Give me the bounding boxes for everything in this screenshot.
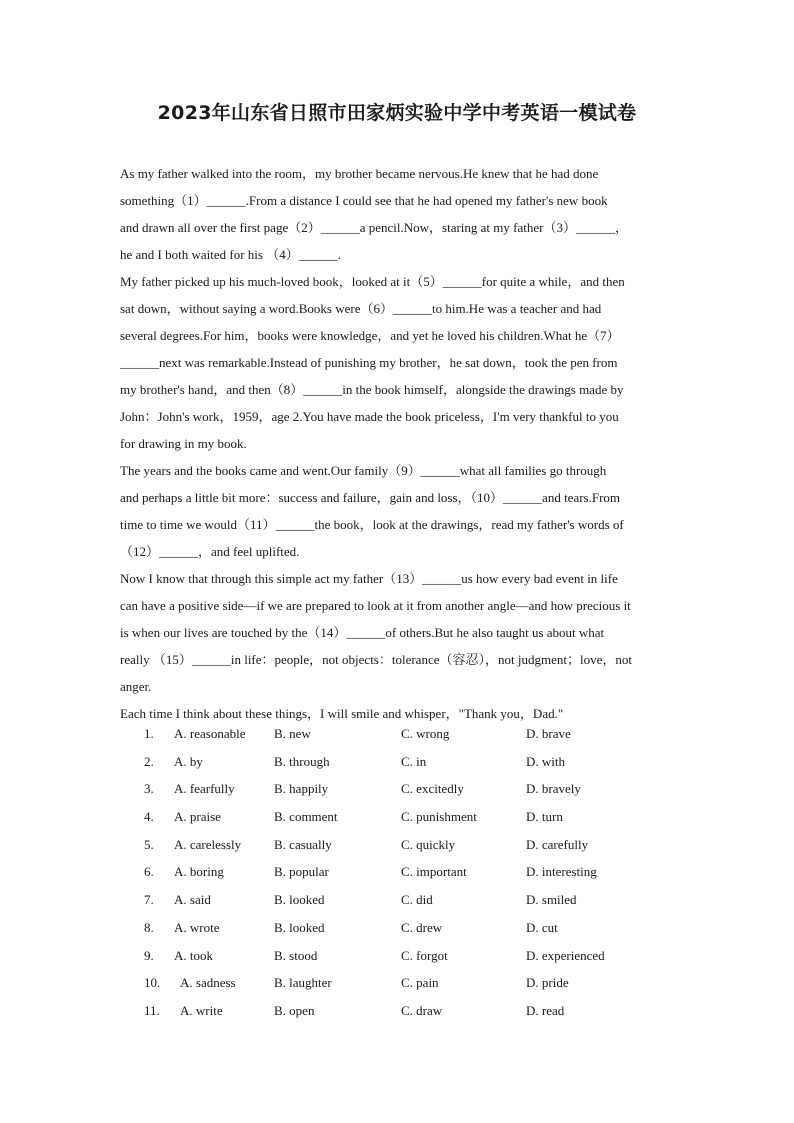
question-number: 11. <box>144 1002 160 1018</box>
option-c: C. drew <box>401 919 443 935</box>
option-b: B. through <box>274 753 330 769</box>
option-d: D. read <box>526 1002 565 1018</box>
option-a: A. by <box>174 753 203 769</box>
passage-line: something（1）______.From a distance I could see that he had opened my father's new book <box>120 193 608 208</box>
option-a: A. sadness <box>180 975 236 991</box>
passage-line: anger. <box>120 679 152 694</box>
option-b: B. stood <box>274 947 318 963</box>
option-d: D. brave <box>526 726 571 741</box>
question-number: 3. <box>144 781 154 797</box>
answer-options <box>120 726 680 1031</box>
question-number: 4. <box>144 809 154 825</box>
option-c: C. wrong <box>401 726 450 741</box>
question-number: 1. <box>144 726 154 741</box>
option-c: C. excitedly <box>401 781 464 797</box>
passage-line: several degrees.For him，books were knowledge，and yet he loved his children.What he（7） <box>120 328 620 343</box>
option-c: C. pain <box>401 975 439 991</box>
question-row <box>120 892 680 920</box>
option-a: A. boring <box>174 864 224 880</box>
question-row <box>120 1003 680 1031</box>
question-row <box>120 920 680 948</box>
question-row <box>120 837 680 865</box>
option-d: D. with <box>526 753 565 769</box>
option-b: B. new <box>274 726 311 741</box>
question-row <box>120 726 680 754</box>
option-a: A. took <box>174 947 213 963</box>
option-c: C. important <box>401 864 467 880</box>
option-b: B. happily <box>274 781 329 797</box>
question-row <box>120 864 680 892</box>
passage-line: really （15）______in life：people，not objects：tolerance（容忍），not judgment；love，not <box>120 652 632 667</box>
option-d: D. smiled <box>526 892 577 908</box>
question-row <box>120 809 680 837</box>
passage-line: （12）______，and feel uplifted. <box>120 544 300 559</box>
option-d: D. cut <box>526 919 558 935</box>
question-number: 2. <box>144 753 154 769</box>
passage-line: My father picked up his much-loved book，looked at it（5）______for quite a while，and then <box>120 274 625 289</box>
passage-line: can have a positive side—if we are prepared to look at it from another angle—and how precious it <box>120 598 631 613</box>
option-d: D. carefully <box>526 836 589 852</box>
option-c: C. forgot <box>401 947 448 963</box>
option-a: A. write <box>180 1002 223 1018</box>
question-number: 7. <box>144 892 154 908</box>
page-title: 2023年山东省日照市田家炳实验中学中考英语一模试卷 <box>157 102 637 124</box>
option-d: D. pride <box>526 975 569 991</box>
option-c: C. punishment <box>401 809 477 825</box>
passage-line: and perhaps a little bit more：success and failure，gain and loss，（10）______and tears.From <box>120 490 621 505</box>
passage-line: The years and the books came and went.Our family（9）______what all families go through <box>120 463 607 478</box>
option-d: D. interesting <box>526 864 597 880</box>
question-number: 6. <box>144 864 154 880</box>
question-number: 9. <box>144 947 154 963</box>
option-b: B. laughter <box>274 975 332 991</box>
option-b: B. open <box>274 1002 315 1018</box>
passage-line: ______next was remarkable.Instead of punishing my brother，he sat down，took the pen from <box>120 355 618 370</box>
option-d: D. turn <box>526 809 563 825</box>
passage-line: time to time we would（11）______the book，look at the drawings，read my father's words of <box>120 517 624 532</box>
option-b: B. comment <box>274 809 338 825</box>
option-c: C. did <box>401 892 433 908</box>
option-a: A. praise <box>174 809 221 825</box>
question-row <box>120 754 680 782</box>
passage-line: Now I know that through this simple act my father（13）______us how every bad event in life <box>120 571 618 586</box>
question-row <box>120 975 680 1003</box>
option-b: B. looked <box>274 892 325 908</box>
option-a: A. fearfully <box>174 781 235 797</box>
option-b: B. casually <box>274 836 332 852</box>
option-a: A. carelessly <box>174 836 242 852</box>
passage-line: Each time I think about these things，I will smile and whisper，"Thank you，Dad." <box>120 706 564 721</box>
passage-line: for drawing in my book. <box>120 436 247 451</box>
passage-line: As my father walked into the room，my brother became nervous.He knew that he had done <box>120 166 599 181</box>
passage-line: he and I both waited for his （4）______. <box>120 247 341 262</box>
passage-line: is when our lives are touched by the（14）______of others.But he also taught us about what <box>120 625 605 640</box>
question-number: 8. <box>144 919 154 935</box>
option-d: D. experienced <box>526 947 605 963</box>
option-d: D. bravely <box>526 781 581 797</box>
question-number: 10. <box>144 975 161 991</box>
passage-line: John：John's work，1959，age 2.You have made the book priceless，I'm very thankful to you <box>120 409 619 424</box>
passage-line: sat down，without saying a word.Books were（6）______to him.He was a teacher and had <box>120 301 602 316</box>
question-row <box>120 781 680 809</box>
passage-line: and drawn all over the first page（2）______a pencil.Now，staring at my father（3）______， <box>120 220 628 235</box>
option-a: A. wrote <box>174 919 220 935</box>
option-a: A. reasonable <box>174 726 246 741</box>
option-a: A. said <box>174 892 211 908</box>
question-number: 5. <box>144 836 154 852</box>
passage-line: my brother's hand，and then（8）______in the book himself，alongside the drawings made by <box>120 382 624 397</box>
question-row <box>120 948 680 976</box>
option-b: B. looked <box>274 919 325 935</box>
option-c: C. in <box>401 753 427 769</box>
option-c: C. draw <box>401 1002 443 1018</box>
cloze-passage <box>120 160 680 727</box>
option-c: C. quickly <box>401 836 456 852</box>
option-b: B. popular <box>274 864 329 880</box>
